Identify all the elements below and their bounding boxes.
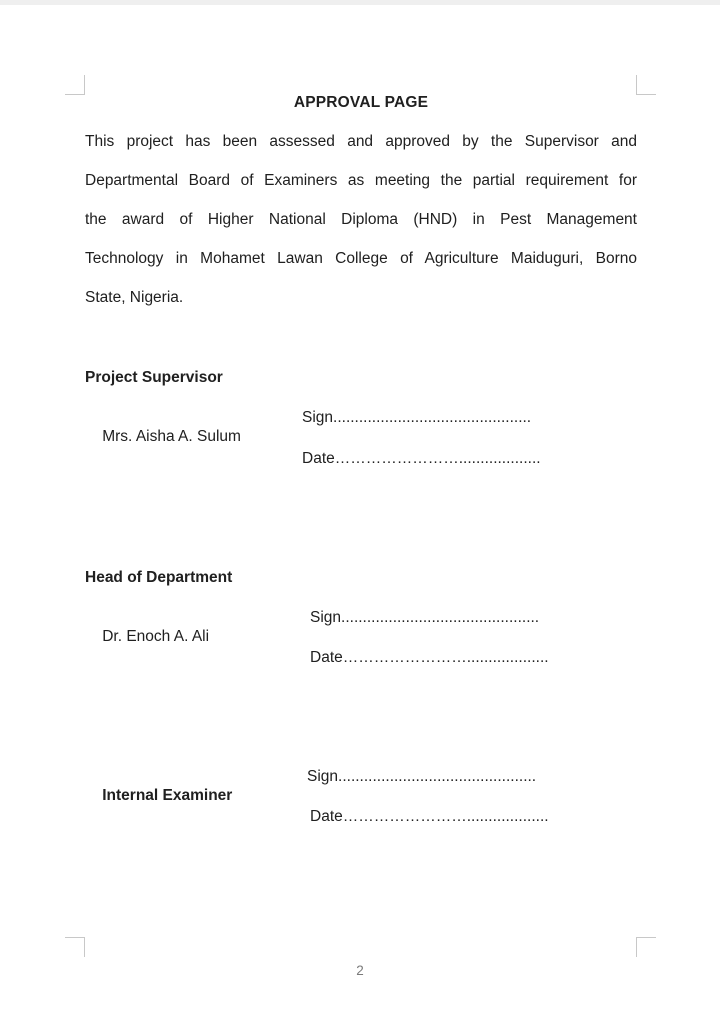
- signature-row: [85, 449, 637, 506]
- sign-line: Sign..............................................: [302, 409, 532, 426]
- paragraph-line: Departmental Board of Examiners as meeting the partial requirement for: [85, 172, 637, 189]
- paragraph-line: Technology in Mohamet Lawan College of Agriculture Maiduguri, Borno: [85, 250, 637, 267]
- sign-line: Sign..............................................: [307, 768, 537, 785]
- date-line: Date……………………...................: [310, 808, 549, 825]
- page-title: APPROVAL PAGE: [293, 94, 429, 111]
- signatory-name: Mrs. Aisha A. Sulum: [102, 428, 241, 445]
- margin-mark-bottom-left: [65, 937, 85, 957]
- signature-section-heading: Head of Department: [85, 569, 233, 586]
- signature-row: [85, 807, 637, 864]
- document-page: [0, 5, 720, 1023]
- signature-row: [85, 648, 637, 705]
- date-line: Date……………………...................: [302, 450, 541, 467]
- paragraph-line: State, Nigeria.: [85, 289, 184, 306]
- margin-mark-top-left: [65, 75, 85, 95]
- margin-mark-bottom-right: [636, 937, 656, 957]
- date-line: Date……………………...................: [310, 649, 549, 666]
- paragraph-line: the award of Higher National Diploma (HND) in Pest Management: [85, 211, 637, 228]
- sign-line: Sign..............................................: [310, 609, 540, 626]
- paragraph-line: This project has been assessed and approved by the Supervisor and: [85, 133, 637, 150]
- signature-section-heading: Project Supervisor: [85, 369, 223, 386]
- signature-section-heading: Internal Examiner: [102, 787, 233, 804]
- page-number: 2: [356, 963, 364, 978]
- margin-mark-top-right: [636, 75, 656, 95]
- signatory-name: Dr. Enoch A. Ali: [102, 628, 210, 645]
